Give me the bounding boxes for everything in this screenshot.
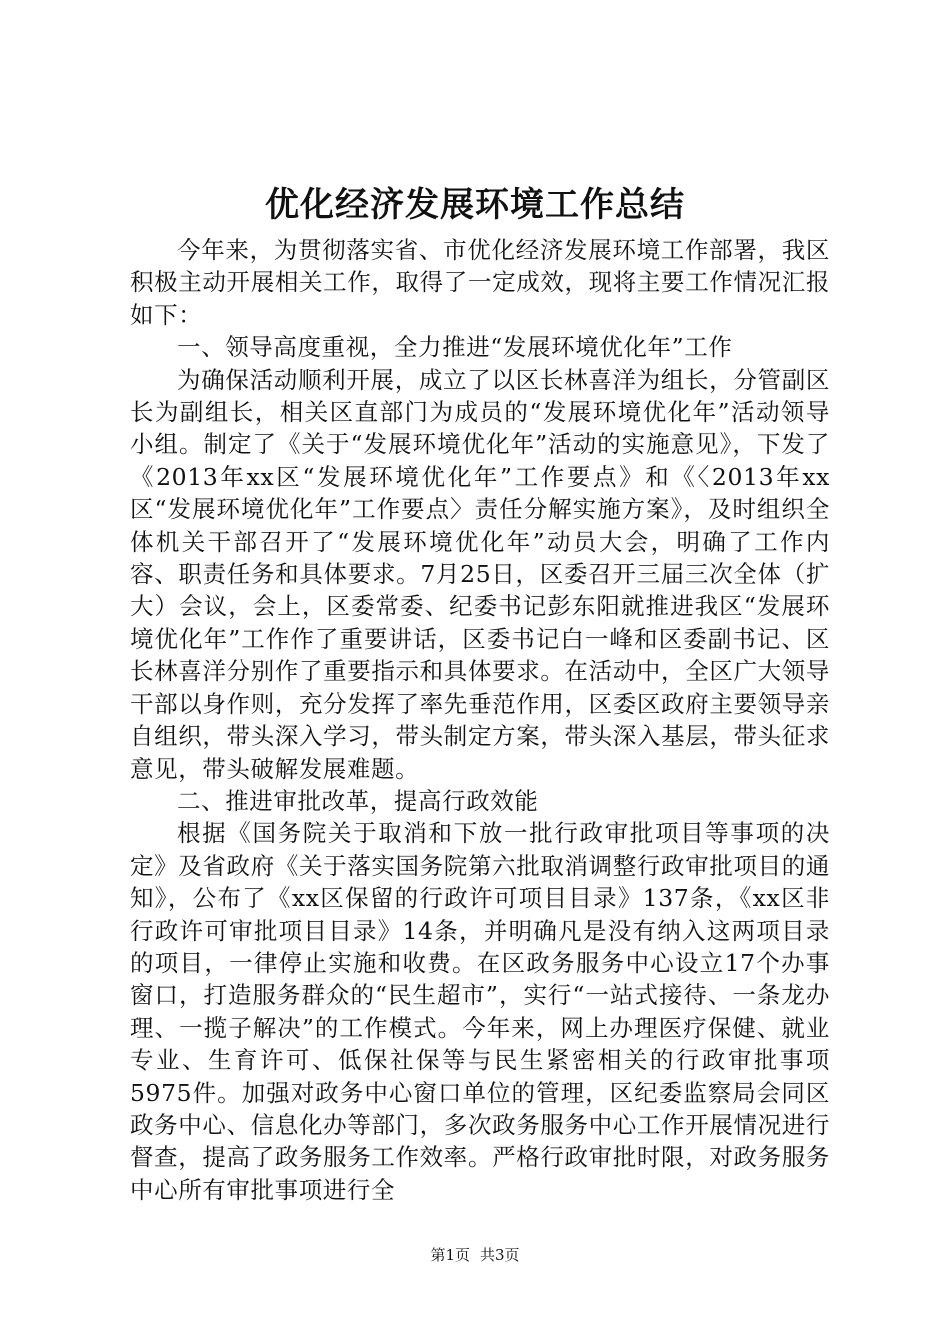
page-footer xyxy=(0,1245,950,1265)
document-body xyxy=(130,234,830,1206)
page-number: 第1页 xyxy=(430,1246,470,1264)
intro-paragraph: 今年来，为贯彻落实省、市优化经济发展环境工作部署，我区积极主动开展相关工作，取得了一定成效，现将主要工作情况汇报如下： xyxy=(130,236,830,329)
document-title: 优化经济发展环境工作总结 xyxy=(265,185,685,225)
page-total: 共3页 xyxy=(480,1246,520,1264)
section-2-paragraph: 根据《国务院关于取消和下放一批行政审批项目等事项的决定》及省政府《关于落实国务院第六批取消调整行政审批项目的通知》，公布了《xx区保留的行政许可项目目录》137条，《xx区非行政许可审批项目目录》14条，并明确凡是没有纳入这两项目录的项目，一律停止实施和收费。在区政务服务中心设立17个办事窗口，打造服务群众的“民生超市”，实行“一站式接待、一条龙办理、一揽子解决”的工作模式。今年来，网上办理医疗保健、就业专业、生育许可、低保社保等与民生紧密相关的行政审批事项5975件。加强对政务中心窗口单位的管理，区纪委监察局会同区政务中心、信息化办等部门，多次政务服务中心工作开展情况进行督查，提高了政务服务工作效率。严格行政审批时限，对政务服务中心所有审批事项进行全 xyxy=(130,819,830,1204)
section-heading-1: 一、领导高度重视，全力推进“发展环境优化年”工作 xyxy=(177,333,733,362)
section-1-paragraph: 为确保活动顺利开展，成立了以区长林喜洋为组长，分管副区长为副组长，相关区直部门为成员的“发展环境优化年”活动领导小组。制定了《关于“发展环境优化年”活动的实施意见》，下发了《2013年xx区“发展环境优化年”工作要点》和《〈2013年xx区“发展环境优化年”工作要点〉责任分解实施方案》，及时组织全体机关干部召开了“发展环境优化年”动员大会，明确了工作内容、职责任务和具体要求。7月25日，区委召开三届三次全体（扩大）会议，会上，区委常委、纪委书记彭东阳就推进我区“发展环境优化年”工作作了重要讲话，区委书记白一峰和区委副书记、区长林喜洋分别作了重要指示和具体要求。在活动中，全区广大领导干部以身作则，充分发挥了率先垂范作用，区委区政府主要领导亲自组织，带头深入学习，带头制定方案，带头深入基层，带头征求意见，带头破解发展难题。 xyxy=(130,365,830,783)
section-heading-2: 二、推进审批改革，提高行政效能 xyxy=(177,786,539,815)
